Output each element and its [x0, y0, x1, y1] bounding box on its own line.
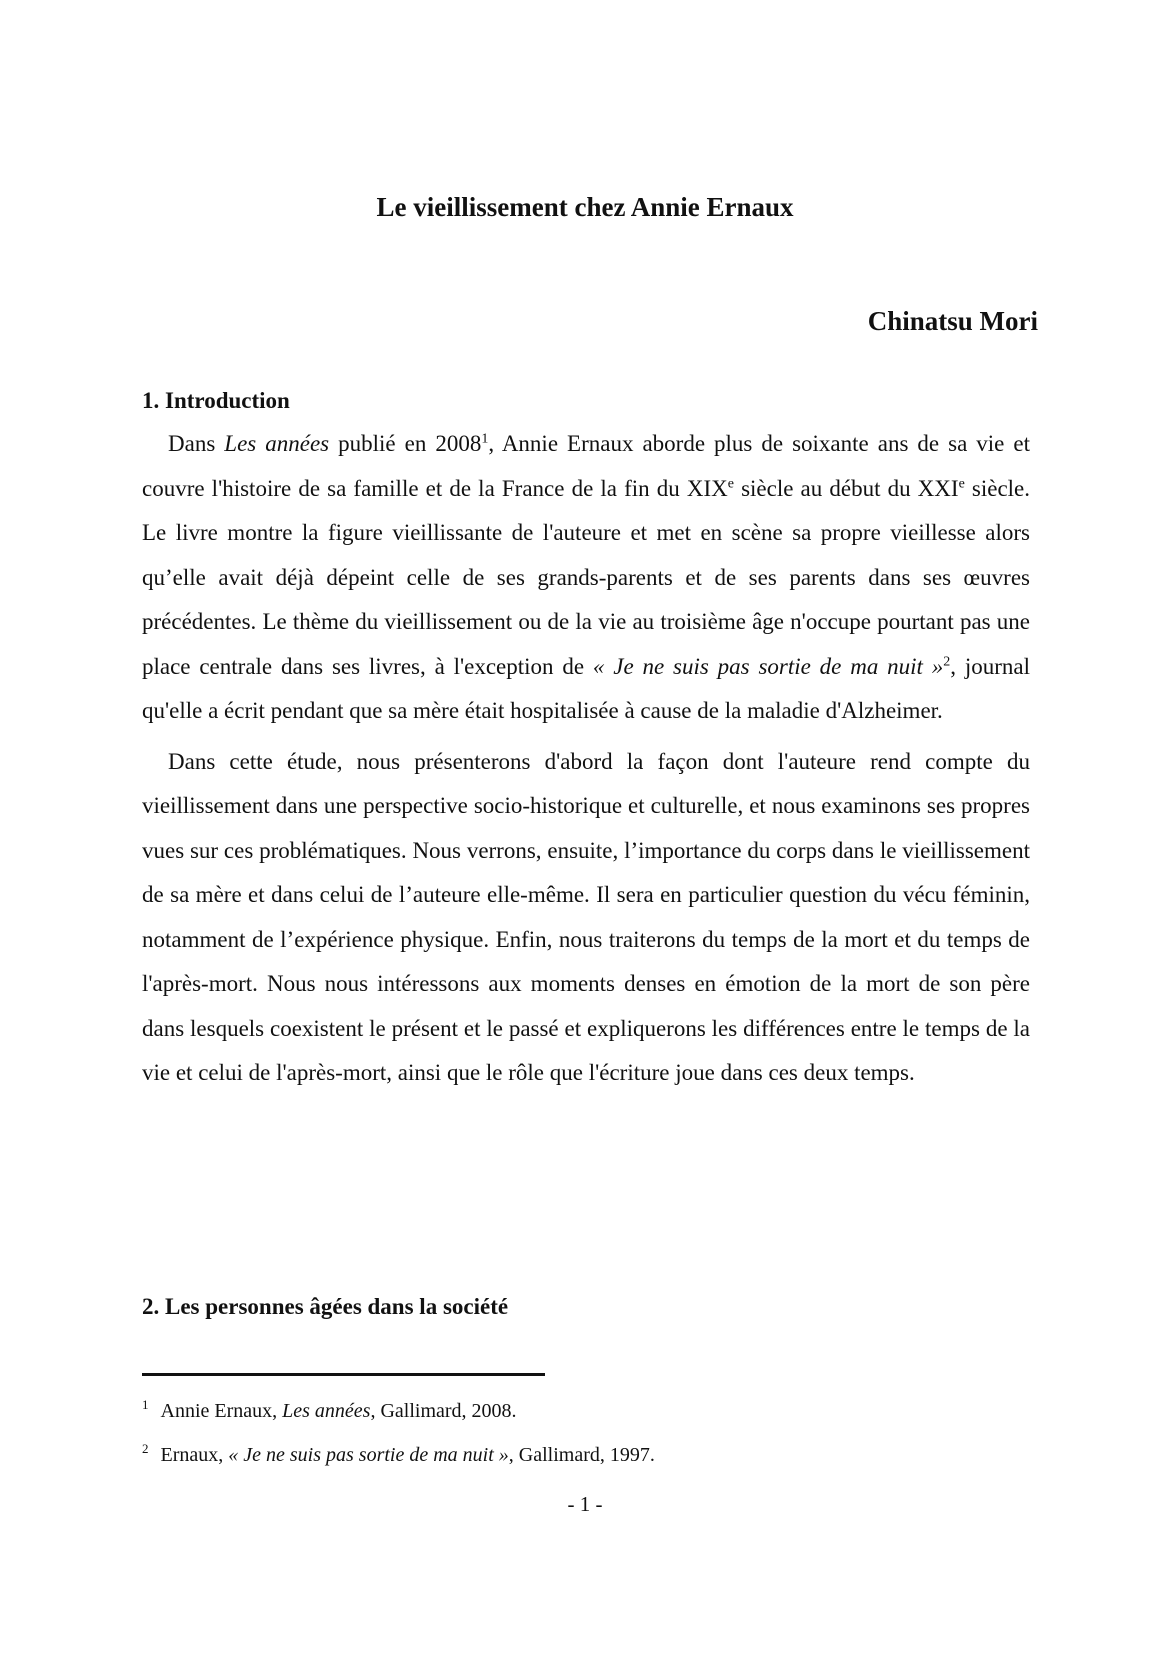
footnote-1 [142, 1397, 517, 1423]
text: , Gallimard, 1997. [508, 1444, 655, 1466]
text: siècle au début du XXI [733, 475, 959, 501]
book-title: « Je ne suis pas sortie de ma nuit » [228, 1444, 509, 1466]
superscript: e [727, 475, 734, 491]
footnote-number: 2 [142, 1441, 149, 1457]
text: , journal qu'elle a écrit pendant que sa mère était hospitalisée à cause de la maladie d'Alzheimer. [142, 653, 1030, 723]
footnote-2 [142, 1441, 655, 1467]
text: , Gallimard, 2008. [370, 1400, 517, 1422]
author-name: Chinatsu Mori [867, 306, 1038, 336]
text: publié en 2008 [329, 431, 482, 456]
paper-title: Le vieillissement chez Annie Ernaux [376, 192, 794, 222]
text: Dans [168, 431, 225, 456]
book-title: Les années [282, 1400, 371, 1422]
page-number: - 1 - [567, 1492, 603, 1516]
book-title: « Je ne suis pas sortie de ma nuit » [592, 653, 944, 679]
text: Annie Ernaux, [160, 1400, 283, 1422]
paragraph-2: Dans cette étude, nous présenterons d'abord la façon dont l'auteure rend compte du vieillissement dans une perspective socio-historique et culturelle, et nous examinons ses propres vues sur ces problématiques. Nous verrons, ensuite, l’importance du corps dans le vieillissement de sa mère et dans celui de l’auteure elle-même. Il sera en particulier question du vécu féminin, notamment de l’expérience physique. Enfin, nous traiterons du temps de la mort et du temps de l'après-mort. Nous nous intéressons aux moments denses en émotion de la mort de son père dans lesquels coexistent le présent et le passé et expliquerons les différences entre le temps de la vie et celui de l'après-mort, ainsi que le rôle que l'écriture joue dans ces deux temps. [142, 748, 1030, 1085]
book-title: Les années [224, 431, 330, 456]
superscript: e [958, 475, 965, 491]
introduction-body [142, 422, 1030, 1096]
section-heading-2: 2. Les personnes âgées dans la société [142, 1294, 509, 1319]
section-heading-introduction: 1. Introduction [142, 388, 290, 413]
footnote-ref-2[interactable]: 2 [943, 653, 951, 669]
text: , Annie Ernaux aborde plus de soixante ans de sa vie et couvre l'histoire de sa famille et de la France de la fin du XIX [142, 431, 1030, 501]
footnote-ref-1[interactable]: 1 [481, 431, 489, 447]
footnote-number: 1 [142, 1397, 149, 1413]
paragraph-1 [142, 422, 1030, 734]
text: siècle. Le livre montre la figure vieillissante de l'auteure et met en scène sa propre vieillesse alors qu’elle avait déjà dépeint celle de ses grands-parents et de ses parents dans ses œuvres précédentes. Le thème du vieillissement ou de la vie au troisième âge n'occupe pourtant pas une place centrale dans ses livres, à l'exception de [142, 475, 1030, 679]
text: Ernaux, [160, 1444, 229, 1466]
footnote-separator [142, 1373, 545, 1376]
